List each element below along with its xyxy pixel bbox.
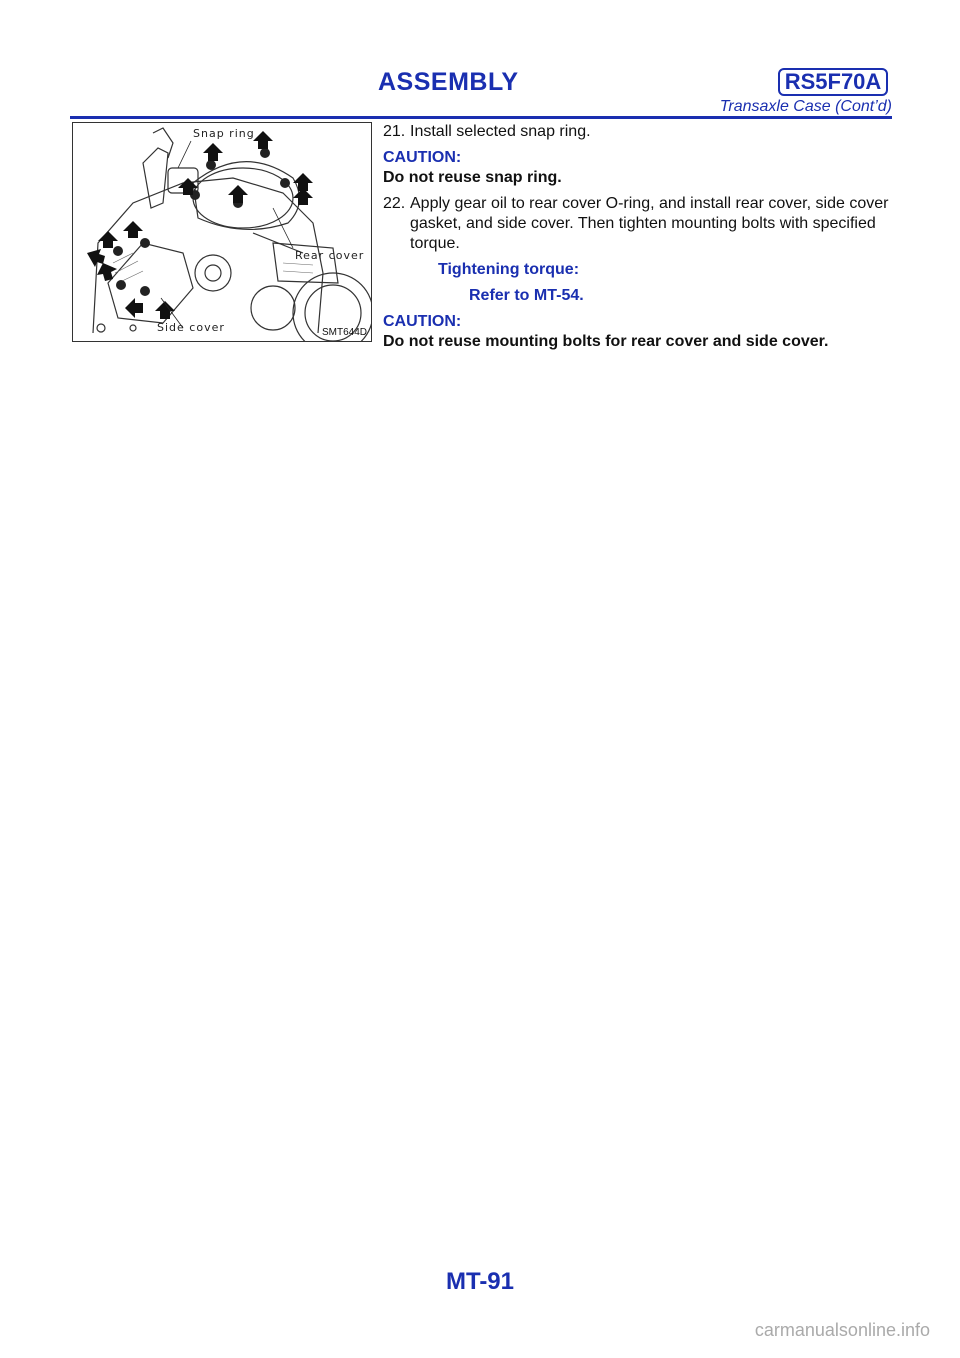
- step-text: Install selected snap ring.: [410, 123, 591, 140]
- step-number: 21.: [383, 123, 406, 140]
- transaxle-illustration: [72, 122, 372, 342]
- step-text: Apply gear oil to rear cover O-ring, and install rear cover, side cover gasket, and side cover. Then tighten mounting bolts with specified torque.: [410, 195, 889, 252]
- caution-text: Do not reuse snap ring.: [383, 169, 562, 186]
- page-number: MT-91: [445, 1268, 514, 1295]
- header-rule: [70, 116, 892, 119]
- step-number: 22.: [383, 195, 406, 212]
- model-badge: RS5F70A: [778, 68, 888, 96]
- figure-id: SMT644D: [321, 327, 367, 338]
- watermark: carmanualsonline.info: [754, 1320, 930, 1340]
- snap-ring-label: Snap ring: [193, 127, 255, 140]
- torque-heading: Tightening torque:: [438, 261, 580, 278]
- transaxle-drawing: [73, 123, 372, 342]
- section-title: ASSEMBLY: [378, 68, 519, 96]
- step-21: [383, 122, 895, 142]
- procedure-text: [383, 122, 895, 358]
- side-cover-label: Side cover: [157, 321, 225, 334]
- caution-heading: CAUTION:: [383, 149, 462, 166]
- torque-reference: Refer to MT-54.: [469, 287, 584, 304]
- rear-cover-label: Rear cover: [295, 249, 365, 262]
- section-subtitle: Transaxle Case (Cont’d): [719, 98, 892, 115]
- step-22: [383, 194, 895, 254]
- caution-heading: CAUTION:: [383, 313, 462, 330]
- caution-text: Do not reuse mounting bolts for rear cover and side cover.: [383, 333, 829, 350]
